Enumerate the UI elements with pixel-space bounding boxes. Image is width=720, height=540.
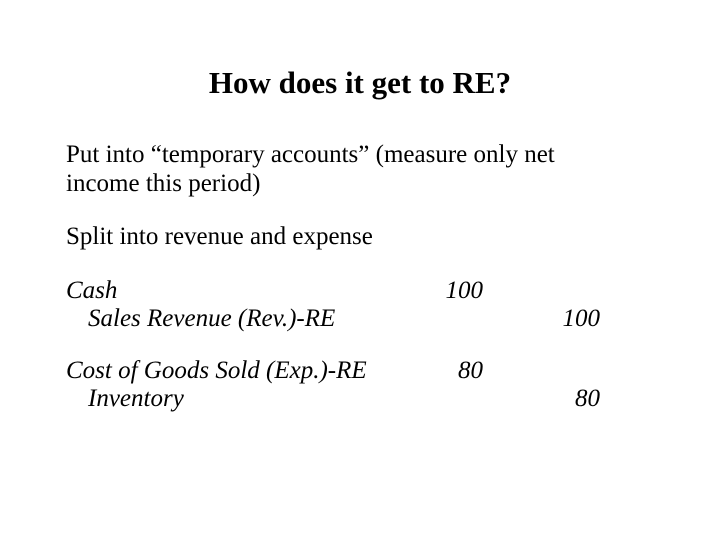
credit-amount: 80	[575, 385, 600, 412]
credit-amount: 100	[562, 305, 600, 332]
debit-account: Cost of Goods Sold (Exp.)-RE	[66, 357, 367, 384]
credit-account: Sales Revenue (Rev.)-RE	[88, 305, 336, 332]
bullet-line: Split into revenue and expense	[66, 223, 373, 250]
slide-title: How does it get to RE?	[208, 65, 512, 100]
bullet-line: income this period)	[66, 170, 261, 197]
debit-account: Cash	[66, 277, 118, 304]
bullet-line: Put into “temporary accounts” (measure only net	[66, 141, 555, 168]
bullet-split-revenue-expense	[66, 222, 373, 251]
credit-account: Inventory	[88, 385, 184, 412]
debit-amount: 80	[458, 357, 483, 384]
bullet-temporary-accounts	[66, 140, 555, 198]
debit-amount: 100	[445, 277, 483, 304]
